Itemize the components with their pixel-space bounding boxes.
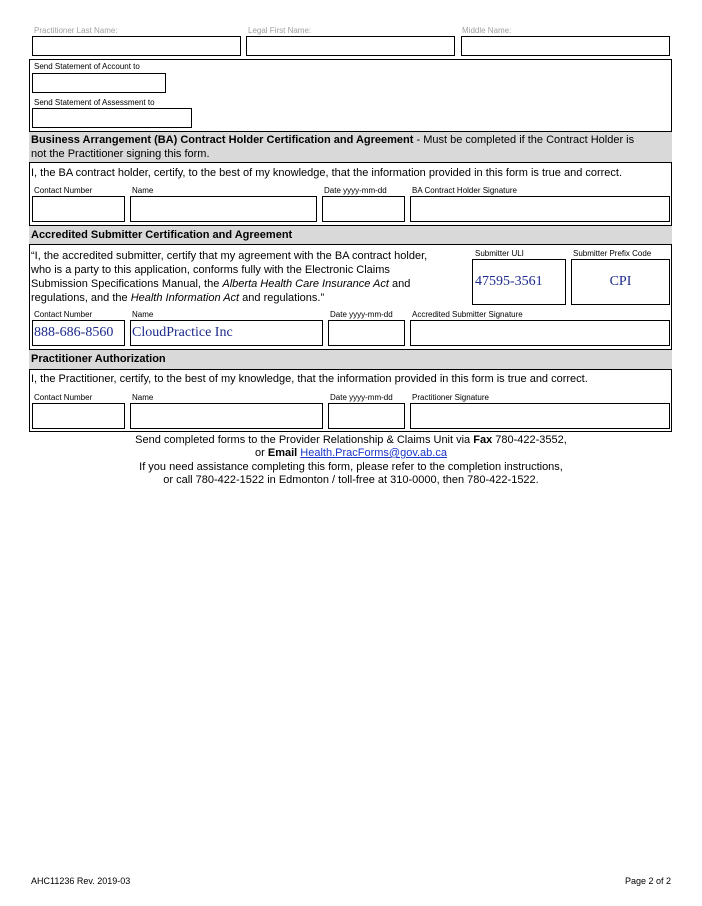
submitter-agreement-line3 — [31, 277, 410, 291]
line4-italic: Health Information Act — [130, 292, 240, 304]
submitter-prefix-field[interactable] — [571, 259, 670, 305]
submitter-agreement-line2: who is a party to this application, conforms fully with the Electronic Claims — [31, 264, 390, 276]
line3-a: Submission Specifications Manual, the — [31, 278, 223, 290]
submitter-prefix-value: CPI — [609, 274, 632, 289]
practitioner-date-label: Date yyyy-mm-dd — [330, 393, 393, 402]
ba-date-field[interactable] — [322, 196, 405, 222]
footer-email-label: Email — [267, 447, 298, 459]
page-number: Page 2 of 2 — [624, 876, 671, 886]
submitter-contact-value: 888-686-8560 — [34, 325, 114, 340]
submitter-agreement-line1: “I, the accredited submitter, certify that my agreement with the BA contract holder, — [31, 250, 428, 262]
submitter-agreement-line4 — [31, 291, 324, 305]
ba-header-line2: not the Practitioner signing this form. — [31, 148, 210, 160]
submitter-uli-field[interactable] — [472, 259, 566, 305]
practitioner-contact-label: Contact Number — [34, 393, 93, 402]
submitter-date-field[interactable] — [328, 320, 405, 346]
footer-fax-number: 780-422-3552, — [492, 434, 567, 446]
last-name-field[interactable] — [32, 36, 241, 56]
footer-info-line4: or call 780-422-1522 in Edmonton / toll-free at 310-0000, then 780-422-1522. — [163, 474, 539, 486]
line3-b: and — [388, 278, 411, 290]
ba-contact-field[interactable] — [32, 196, 125, 222]
middle-name-label: Middle Name: — [462, 26, 512, 35]
practitioner-signature-field[interactable] — [410, 403, 670, 429]
practitioner-name-field[interactable] — [130, 403, 323, 429]
practitioner-header-text: Practitioner Authorization — [31, 353, 166, 365]
ba-contact-label: Contact Number — [34, 186, 93, 195]
footer-line2-a: or — [255, 447, 268, 459]
ba-name-field[interactable] — [130, 196, 317, 222]
practitioner-signature-label: Practitioner Signature — [412, 393, 489, 402]
first-name-label: Legal First Name: — [248, 26, 312, 35]
statement-assessment-field[interactable] — [32, 108, 192, 128]
submitter-uli-label: Submitter ULI — [475, 249, 524, 258]
statement-account-label: Send Statement of Account to — [34, 62, 140, 71]
submitter-section-header — [29, 225, 672, 245]
submitter-name-field[interactable] — [130, 320, 323, 346]
submitter-signature-field[interactable] — [410, 320, 670, 346]
submitter-uli-value: 47595-3561 — [475, 274, 543, 289]
footer-info-line1 — [0, 433, 702, 447]
practitioner-certify-text: I, the Practitioner, certify, to the best of my knowledge, that the information provided in this form is true and correct. — [31, 373, 588, 385]
form-id: AHC11236 Rev. 2019-03 — [31, 876, 131, 886]
submitter-date-label: Date yyyy-mm-dd — [330, 310, 393, 319]
statement-account-field[interactable] — [32, 73, 166, 93]
last-name-label: Practitioner Last Name: — [34, 26, 118, 35]
ba-certify-text: I, the BA contract holder, certify, to the best of my knowledge, that the information provided in this form is true and correct. — [31, 167, 623, 179]
practitioner-name-label: Name — [132, 393, 154, 402]
footer-info-line2 — [0, 446, 702, 460]
ba-header-rest: - Must be completed if the Contract Holder is — [413, 134, 635, 146]
ba-signature-label: BA Contract Holder Signature — [412, 186, 517, 195]
ba-signature-field[interactable] — [410, 196, 670, 222]
ba-section-header — [29, 131, 672, 163]
practitioner-contact-field[interactable] — [32, 403, 125, 429]
ba-name-label: Name — [132, 186, 154, 195]
practitioner-section-header — [29, 349, 672, 370]
submitter-signature-label: Accredited Submitter Signature — [412, 310, 523, 319]
footer-fax-label: Fax — [473, 434, 493, 446]
statement-assessment-label: Send Statement of Assessment to — [34, 98, 155, 107]
footer-info-line3: If you need assistance completing this form, please refer to the completion instructions, — [139, 461, 563, 473]
submitter-name-value: CloudPractice Inc — [132, 325, 233, 340]
submitter-prefix-label: Submitter Prefix Code — [573, 249, 652, 258]
submitter-contact-field[interactable] — [32, 320, 125, 346]
ba-date-label: Date yyyy-mm-dd — [324, 186, 387, 195]
first-name-field[interactable] — [246, 36, 455, 56]
footer-line1-a: Send completed forms to the Provider Relationship & Claims Unit via — [135, 434, 474, 446]
line3-italic: Alberta Health Care Insurance Act — [222, 278, 389, 290]
footer-email-link[interactable]: Health.PracForms@gov.ab.ca — [300, 447, 447, 459]
middle-name-field[interactable] — [461, 36, 670, 56]
ba-header-bold: Business Arrangement (BA) Contract Holder Certification and Agreement — [31, 134, 414, 146]
practitioner-date-field[interactable] — [328, 403, 405, 429]
line4-b: and regulations.” — [239, 292, 325, 304]
submitter-header-text: Accredited Submitter Certification and Agreement — [31, 229, 293, 241]
submitter-name-label: Name — [132, 310, 154, 319]
line4-a: regulations, and the — [31, 292, 131, 304]
submitter-contact-label: Contact Number — [34, 310, 93, 319]
